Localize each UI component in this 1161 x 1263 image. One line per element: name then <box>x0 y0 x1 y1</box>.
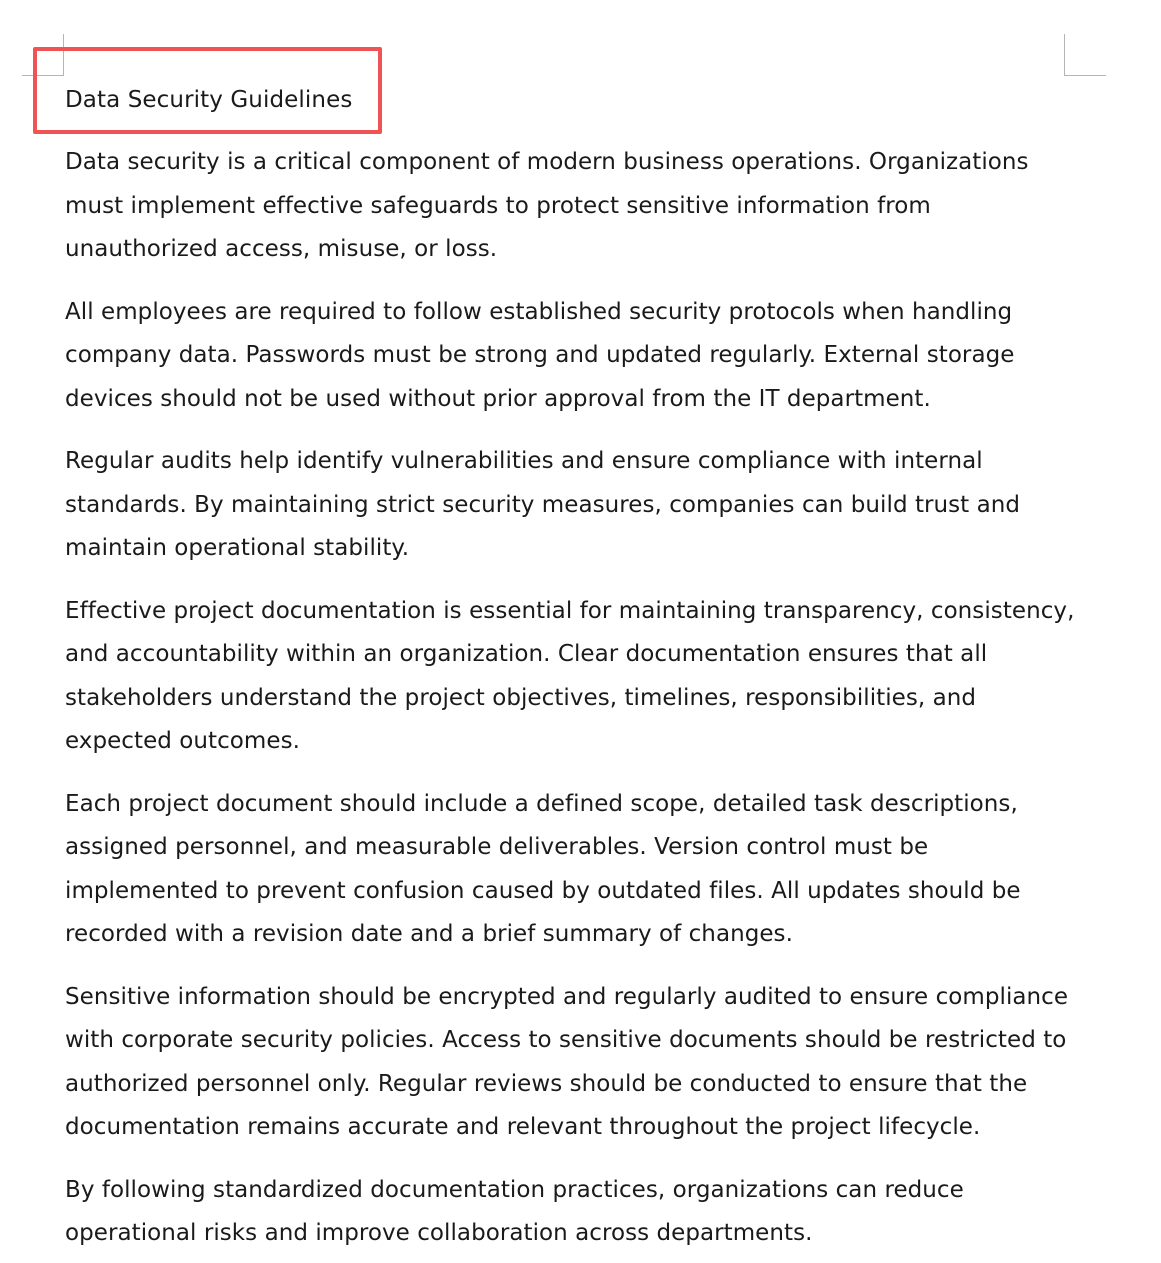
document-title[interactable]: Data Security Guidelines <box>65 87 353 113</box>
paragraph-1[interactable]: Data security is a critical component of modern business operations. Organizations must implement effective safeguards to protect sensitive information from unauthorized access, misuse, or loss. <box>65 149 1029 262</box>
paragraph-2[interactable]: All employees are required to follow established security protocols when handling company data. Passwords must be strong and updated regularly. External storage devices should not be used without prior approval from the IT department. <box>65 298 1015 412</box>
paragraph-7[interactable]: By following standardized documentation practices, organizations can reduce operational risks and improve collaboration across departments. <box>65 1176 964 1246</box>
document-body[interactable] <box>65 141 1075 1256</box>
paragraph-3[interactable]: Regular audits help identify vulnerabilities and ensure compliance with internal standards. By maintaining strict security measures, companies can build trust and maintain operational stability. <box>65 448 1021 561</box>
top-right-margin-mark <box>1064 34 1106 76</box>
paragraph-6[interactable]: Sensitive information should be encrypted and regularly audited to ensure compliance with corporate security policies. Access to sensitive documents should be restricted to authorized personnel only. Regular reviews should be conducted to ensure that the documentation remains accurate and relevant throughout the project lifecycle. <box>65 983 1069 1140</box>
paragraph-5[interactable]: Each project document should include a defined scope, detailed task descriptions, assigned personnel, and measurable deliverables. Version control must be implemented to prevent confusion caused by outdated files. All updates should be recorded with a revision date and a brief summary of changes. <box>65 790 1021 947</box>
paragraph-4[interactable]: Effective project documentation is essential for maintaining transparency, consistency, and accountability within an organization. Clear documentation ensures that all stakeholders understand the project objectives, timelines, responsibilities, and expected outcomes. <box>65 597 1075 754</box>
title-highlight-box <box>33 47 382 134</box>
